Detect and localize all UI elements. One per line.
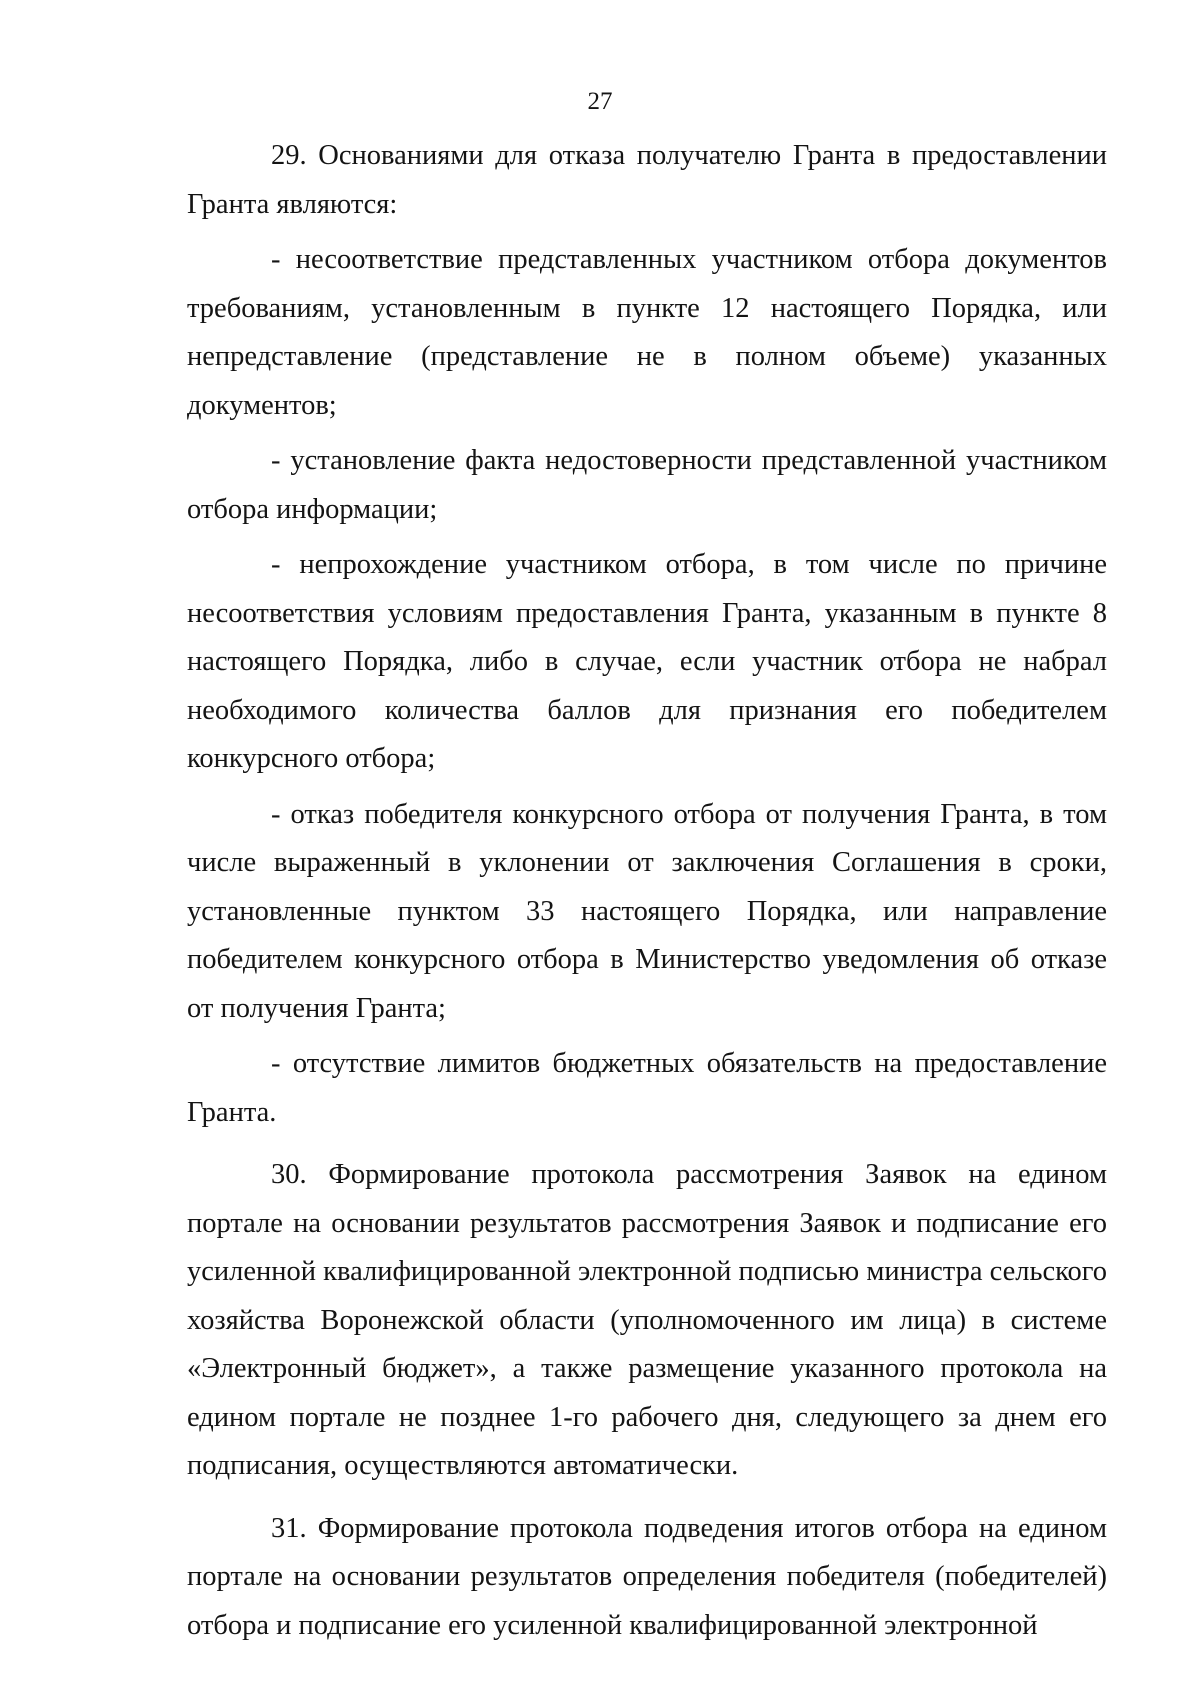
document-body (187, 132, 1107, 1650)
paragraph-30: 30. Формирование протокола рассмотрения Заявок на едином портале на основании результатов рассмотрения Заявок и подписание его усиленной квалифицированной электронной подписью министра сельского хозяйства Воронежской области (уполномоченного им лица) в системе «Электронный бюджет», а также размещение указанного протокола на едином портале не позднее 1-го рабочего дня, следующего за днем его подписания, осуществляются автоматически. (187, 1159, 1107, 1481)
paragraph-31: 31. Формирование протокола подведения итогов отбора на едином портале на основании результатов определения победителя (победителей) отбора и подписание его усиленной квалифицированной электронной (187, 1512, 1107, 1641)
paragraph-29: 29. Основаниями для отказа получателю Гранта в предоставлении Гранта являются: (187, 140, 1107, 220)
bullet-false-information: - установление факта недостоверности представленной участником отбора информации; (187, 445, 1107, 525)
bullet-documents-noncompliance: - несоответствие представленных участником отбора документов требованиям, установленным в пункте 12 настоящего Порядка, или непредставление (представление не в полном объеме) указанных документов; (187, 244, 1107, 421)
bullet-no-budget-limits: - отсутствие лимитов бюджетных обязательств на предоставление Гранта. (187, 1048, 1107, 1128)
bullet-selection-not-passed: - непрохождение участником отбора, в том числе по причине несоответствия условиям предоставления Гранта, указанным в пункте 8 настоящего Порядка, либо в случае, если участник отбора не набрал необходимого количества баллов для признания его победителем конкурсного отбора; (187, 549, 1107, 774)
bullet-winner-refusal: - отказ победителя конкурсного отбора от получения Гранта, в том числе выраженный в уклонении от заключения Соглашения в сроки, установленные пунктом 33 настоящего Порядка, или направление победителем конкурсного отбора в Министерство уведомления об отказе от получения Гранта; (187, 798, 1107, 1024)
page-number: 27 (587, 88, 613, 115)
